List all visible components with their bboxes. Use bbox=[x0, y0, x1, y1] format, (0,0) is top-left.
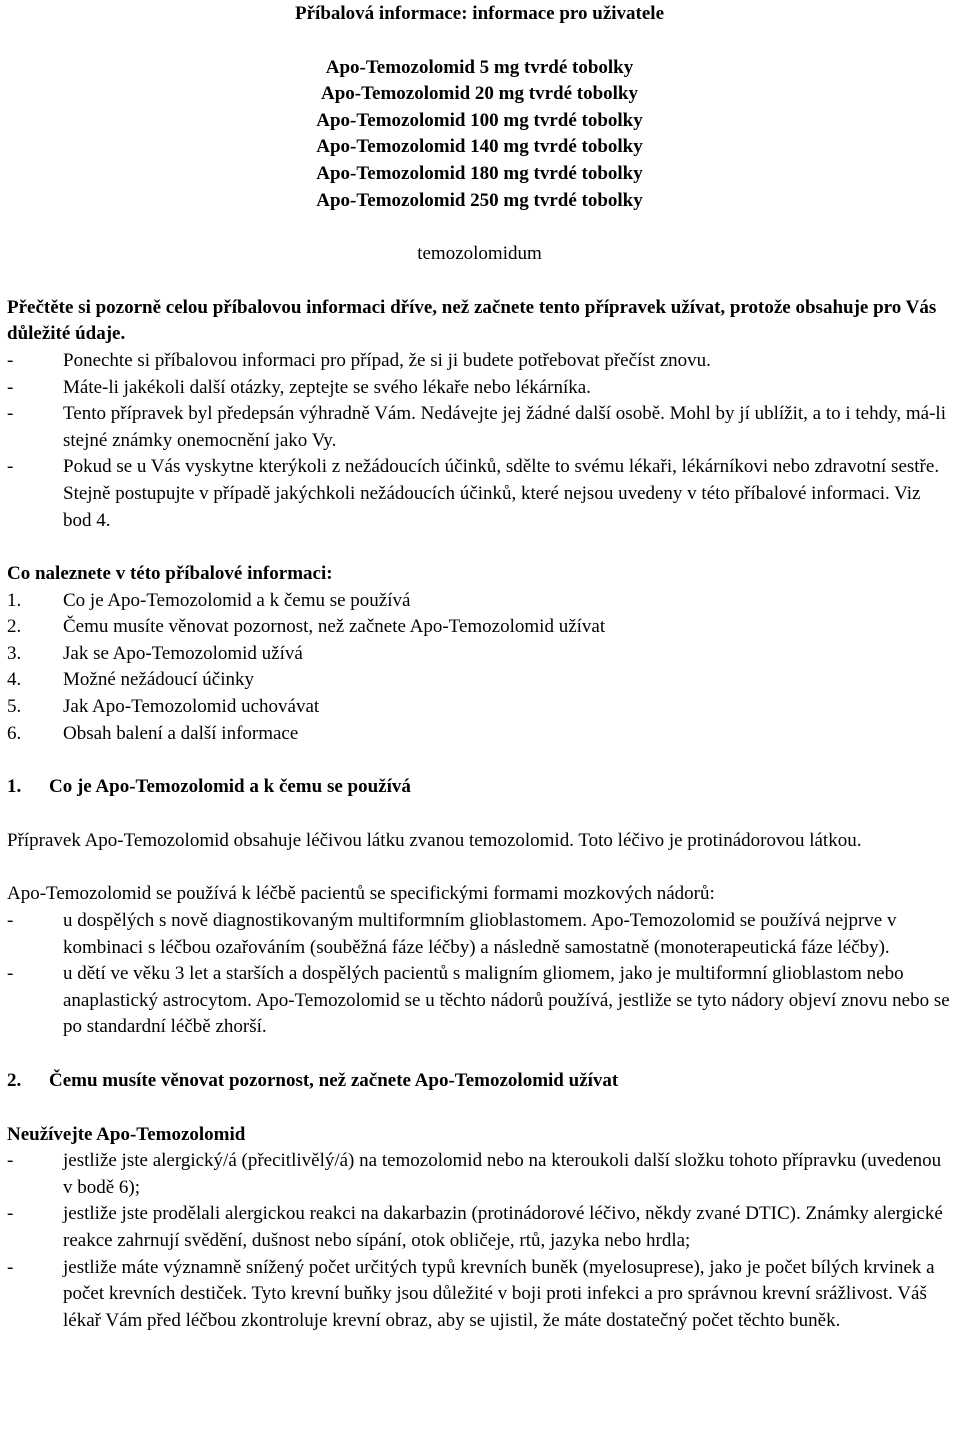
list-dash: - bbox=[7, 456, 14, 478]
toc-item[interactable] bbox=[7, 694, 952, 721]
toc-item-text: Jak se Apo-Temozolomid užívá bbox=[63, 642, 303, 664]
product-name: Apo-Temozolomid 250 mg tvrdé tobolky bbox=[316, 189, 643, 211]
toc-heading: Co naleznete v této příbalové informaci: bbox=[7, 563, 333, 585]
list-item bbox=[7, 454, 952, 534]
list-item bbox=[7, 348, 952, 375]
list-item bbox=[7, 401, 952, 454]
toc-item-text: Obsah balení a další informace bbox=[63, 722, 299, 744]
toc-number: 4. bbox=[7, 669, 22, 691]
toc-item-text: Čemu musíte věnovat pozornost, než začnete Apo-Temozolomid užívat bbox=[63, 616, 606, 638]
list-item bbox=[7, 908, 952, 961]
list-dash: - bbox=[7, 963, 14, 985]
product-name: Apo-Temozolomid 140 mg tvrdé tobolky bbox=[316, 136, 643, 158]
section-1-list bbox=[7, 908, 952, 1041]
list-item-text: Ponechte si příbalovou informaci pro případ, že si ji budete potřebovat přečíst znovu. bbox=[63, 349, 711, 371]
list-item-text: jestliže jste alergický/á (přecitlivělý/á) na temozolomid nebo na kteroukoli další složku tohoto přípravku (uvedenou v bodě 6); bbox=[63, 1150, 942, 1198]
list-item bbox=[7, 1148, 952, 1201]
product-name: Apo-Temozolomid 5 mg tvrdé tobolky bbox=[325, 56, 634, 78]
toc-number: 1. bbox=[7, 589, 22, 611]
document-title: Příbalová informace: informace pro uživatele bbox=[295, 3, 664, 24]
intro-warning: Přečtěte si pozorně celou příbalovou informaci dříve, než začnete tento přípravek užívat, protože obsahuje pro Vás důležité údaje. bbox=[7, 296, 937, 345]
section-number: 1. bbox=[7, 776, 22, 798]
list-item-text: jestliže máte významně snížený počet určitých typů krevních buněk (myelosuprese), jako je počet bílých krvinek a počet krevních destiček. Tyto krevní buňky jsou důležité v boji proti infekci a pro správnou krevní srážlivost. Váš lékař Vám před léčbou zkontroluje krevní obraz, aby se ujistil, že máte dostatečný počet těchto buněk. bbox=[63, 1256, 935, 1331]
product-name: Apo-Temozolomid 180 mg tvrdé tobolky bbox=[316, 162, 643, 184]
list-dash: - bbox=[7, 1150, 14, 1172]
product-name: Apo-Temozolomid 100 mg tvrdé tobolky bbox=[316, 109, 643, 131]
list-dash: - bbox=[7, 910, 14, 932]
section-1-heading bbox=[7, 774, 952, 801]
toc-number: 5. bbox=[7, 696, 22, 718]
list-item bbox=[7, 1255, 952, 1335]
list-dash: - bbox=[7, 376, 14, 398]
section-2-list bbox=[7, 1148, 952, 1334]
section-2-subheading: Neužívejte Apo-Temozolomid bbox=[7, 1123, 246, 1145]
product-list bbox=[7, 55, 952, 215]
table-of-contents bbox=[7, 588, 952, 748]
toc-number: 3. bbox=[7, 642, 22, 664]
list-item bbox=[7, 961, 952, 1041]
list-item bbox=[7, 1201, 952, 1254]
list-dash: - bbox=[7, 403, 14, 425]
toc-item-text: Co je Apo-Temozolomid a k čemu se používá bbox=[63, 589, 411, 611]
list-item-text: jestliže jste prodělali alergickou reakci na dakarbazin (protinádorové léčivo, někdy zvané DTIC). Známky alergické reakce zahrnují svědění, dušnost nebo sípání, otok obličeje, rtů, jazyka nebo hrdla; bbox=[63, 1203, 943, 1251]
toc-number: 6. bbox=[7, 722, 22, 744]
section-title: Co je Apo-Temozolomid a k čemu se používá bbox=[49, 776, 411, 798]
toc-item[interactable] bbox=[7, 721, 952, 748]
intro-list bbox=[7, 348, 952, 534]
toc-item-text: Jak Apo-Temozolomid uchovávat bbox=[63, 696, 320, 718]
toc-item[interactable] bbox=[7, 588, 952, 615]
section-title: Čemu musíte věnovat pozornost, než začnete Apo-Temozolomid užívat bbox=[49, 1070, 619, 1091]
list-dash: - bbox=[7, 349, 14, 371]
product-name: Apo-Temozolomid 20 mg tvrdé tobolky bbox=[320, 83, 639, 105]
toc-item[interactable] bbox=[7, 667, 952, 694]
section-number: 2. bbox=[7, 1070, 22, 1091]
list-item bbox=[7, 375, 952, 402]
section-1-paragraph: Přípravek Apo-Temozolomid obsahuje léčivou látku zvanou temozolomid. Toto léčivo je protinádorovou látkou. bbox=[7, 829, 862, 851]
toc-item[interactable] bbox=[7, 614, 952, 641]
list-item-text: u dospělých s nově diagnostikovaným multiformním glioblastomem. Apo-Temozolomid se používá nejprve v kombinaci s léčbou ozařováním (souběžná fáze léčby) a následně samostatně (monoterapeutická fáze léčby). bbox=[63, 910, 897, 958]
list-item-text: u dětí ve věku 3 let a starších a dospělých pacientů s maligním gliomem, jako je multiformní glioblastom nebo anaplastický astrocytom. Apo-Temozolomid se u těchto nádorů používá, jestliže se tyto nádory objeví znovu nebo se po standardní léčbě zhorší. bbox=[63, 963, 950, 1038]
list-item-text: Tento přípravek byl předepsán výhradně Vám. Nedávejte jej žádné další osobě. Mohl by jí ublížit, a to i tehdy, má-li stejné známky onemocnění jako Vy. bbox=[63, 403, 946, 451]
toc-item[interactable] bbox=[7, 641, 952, 668]
section-1-paragraph: Apo-Temozolomid se používá k léčbě pacientů se specifickými formami mozkových nádorů: bbox=[7, 883, 715, 905]
list-dash: - bbox=[7, 1256, 14, 1278]
toc-item-text: Možné nežádoucí účinky bbox=[63, 669, 254, 691]
active-substance: temozolomidum bbox=[417, 243, 542, 265]
list-dash: - bbox=[7, 1203, 14, 1225]
section-2-heading bbox=[7, 1068, 952, 1095]
list-item-text: Máte-li jakékoli další otázky, zeptejte se svého lékaře nebo lékárníka. bbox=[63, 376, 591, 398]
toc-number: 2. bbox=[7, 616, 22, 638]
list-item-text: Pokud se u Vás vyskytne kterýkoli z nežádoucích účinků, sdělte to svému lékaři, lékárníkovi nebo zdravotní sestře. Stejně postupujte v případě jakýchkoli nežádoucích účinků, které nejsou uvedeny v této příbalové informaci. Viz bod 4. bbox=[63, 456, 940, 531]
